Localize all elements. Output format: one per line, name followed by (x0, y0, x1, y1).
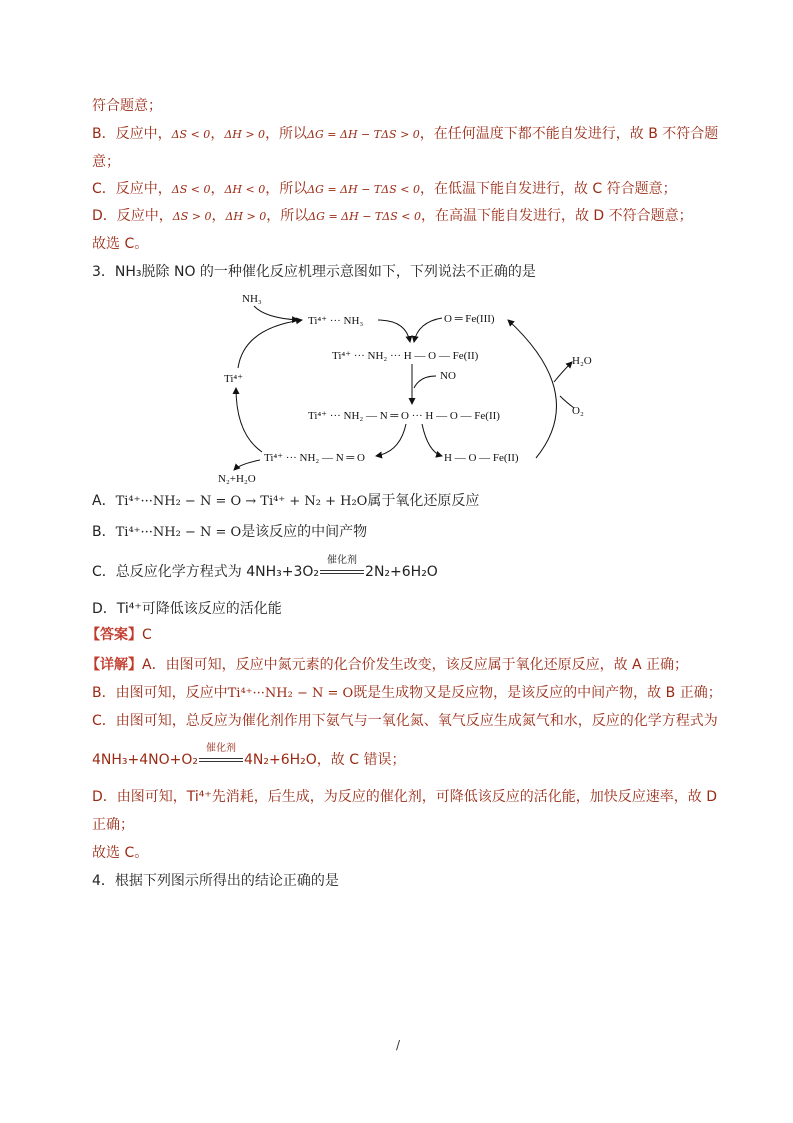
label-ti-nh2-n-o: Ti⁴⁺ ··· NH₂ — N ═ O (264, 452, 365, 464)
prev-b-post: ，在任何温度下都不能自发进行，故 B 不符合题 (419, 126, 719, 142)
label-h-o-fe2: H — O — Fe(II) (444, 452, 519, 464)
detail-c-left: 4NH₃+4NO+O₂ (92, 752, 199, 768)
answer-label: 【答案】 (86, 627, 142, 643)
arrow-nh3-in (254, 306, 298, 320)
prev-c-h: ΔH < 0 (224, 183, 266, 196)
detail-d-line: D．由图可知，Ti⁴⁺先消耗，后生成，为反应的催化剂，可降低该反应的活化能，加快反应速率，故 D (92, 789, 718, 805)
prev-d-post: ，在高温下能自发进行，故 D 不符合题意； (420, 208, 693, 224)
answer-value: C (142, 627, 152, 643)
label-ti-nh2-h-o-fe: Ti⁴⁺ ··· NH₂ ··· H — O — Fe(II) (332, 350, 479, 362)
prev-tail: 符合题意； (92, 98, 162, 114)
prev-d-s: ΔS > 0 (172, 210, 212, 223)
detail-a-line (86, 655, 688, 675)
q3-c-label: C．总反应化学方程式为 (92, 564, 247, 580)
prev-c-sep1: ， (210, 181, 225, 197)
q3-option-c (92, 555, 438, 582)
arrow-to-ti (236, 388, 262, 452)
prev-option-d (92, 206, 693, 227)
label-nh3: NH₃ (242, 293, 262, 305)
label-o2: O₂ (572, 405, 584, 417)
label-o-fe3: O ═ Fe(III) (444, 313, 495, 325)
detail-c-line: C．由图可知，总反应为催化剂作用下氨气与一氧化氮、氧气反应生成氮气和水，反应的化学方程式为 (92, 713, 718, 729)
q4-stem: 4．根据下列图示所得出的结论正确的是 (92, 873, 339, 889)
arrow-right-cycle (508, 320, 556, 458)
q3-b-label: B． (92, 524, 116, 540)
catalyst-sign (319, 555, 365, 582)
prev-c-s: ΔS < 0 (171, 183, 211, 196)
q3-option-b (92, 522, 367, 543)
label-h2o: H₂O (572, 355, 592, 367)
detail-catalyst-label: 催化剂 (206, 743, 237, 754)
page-number: / (396, 1038, 401, 1052)
label-no: NO (440, 370, 456, 382)
arrow-n2-out (234, 460, 260, 470)
prev-b-pre: B．反应中， (92, 126, 172, 142)
prev-option-b (92, 124, 718, 145)
detail-d-cont: 正确； (92, 817, 134, 833)
arrow-o2-in (560, 396, 574, 408)
arrow-h2o-out (554, 362, 572, 382)
detail-label: 【详解】 (86, 657, 142, 673)
prev-b-g: ΔG = ΔH − TΔS > 0 (307, 128, 420, 141)
detail-b-pre: B．由图可知，反应中 (92, 685, 228, 701)
q3-choose: 故选 C。 (92, 845, 149, 861)
prev-b-h: ΔH > 0 (224, 128, 266, 141)
q3-d-text: Ti⁴⁺可降低该反应的活化能 (116, 601, 282, 617)
prev-option-b-cont: 意； (92, 154, 120, 170)
prev-b-sep2: ，所以 (265, 126, 308, 142)
prev-b-sep1: ， (210, 126, 225, 142)
arrow-no-in (414, 376, 436, 388)
detail-b-eq: Ti⁴⁺···NH₂ − N = O (227, 686, 354, 701)
prev-c-sep2: ，所以 (265, 181, 308, 197)
detail-a: A．由图可知，反应中氮元素的化合价发生改变，该反应属于氧化还原反应，故 A 正确； (142, 657, 689, 673)
q3-option-d (92, 599, 282, 619)
prev-d-g: ΔG = ΔH − TΔS < 0 (308, 210, 421, 223)
arrow-top-merge (378, 320, 410, 342)
q3-d-label: D． (92, 601, 117, 617)
prev-c-post: ，在低温下能自发进行，故 C 符合题意； (419, 181, 677, 197)
detail-c-right: 4N₂+6H₂O，故 C 错误； (244, 752, 406, 768)
label-ti-nh3: Ti⁴⁺ ··· NH₃ (308, 315, 364, 327)
detail-b-line (92, 683, 722, 704)
detail-b-post: 既是生成物又是反应物，是该反应的中间产物，故 B 正确； (353, 685, 722, 701)
q3-option-a (92, 491, 479, 512)
reaction-mechanism-diagram (210, 284, 610, 488)
prev-d-sep1: ， (211, 208, 226, 224)
prev-option-c (92, 179, 677, 200)
detail-catalyst-sign (198, 743, 244, 770)
prev-d-pre: D．反应中， (92, 208, 173, 224)
prev-c-g: ΔG = ΔH − TΔS < 0 (307, 183, 420, 196)
label-n2-h2o: N₂+H₂O (218, 473, 256, 485)
prev-b-s: ΔS < 0 (171, 128, 211, 141)
q3-b-text: 是该反应的中间产物 (241, 524, 368, 540)
q3-a-label: A． (92, 493, 116, 509)
q3-c-left: 4NH₃+3O₂ (246, 564, 320, 580)
q3-stem: 3．NH₃脱除 NO 的一种催化反应机理示意图如下，下列说法不正确的是 (92, 264, 536, 280)
label-ti-nh2-n-o-h-o-fe: Ti⁴⁺ ··· NH₂ — N ═ O ··· H — O — Fe(II) (308, 410, 500, 422)
q3-b-eq: Ti⁴⁺···NH₂ − N = O (115, 525, 242, 540)
q3-a-eq: Ti⁴⁺···NH₂ − N = O → Ti⁴⁺ + N₂ + H₂O (115, 494, 368, 509)
label-ti: Ti⁴⁺ (224, 373, 244, 385)
arrow-ofe3-merge (414, 318, 442, 342)
arrow-split-right (422, 424, 442, 456)
answer-line (86, 625, 152, 645)
prev-c-pre: C．反应中， (92, 181, 172, 197)
detail-c-equation (92, 743, 406, 770)
prev-choose: 故选 C。 (92, 236, 149, 252)
catalyst-label: 催化剂 (327, 555, 358, 566)
q3-c-right: 2N₂+6H₂O (365, 564, 438, 580)
prev-d-h: ΔH > 0 (225, 210, 267, 223)
prev-d-sep2: ，所以 (266, 208, 309, 224)
q3-a-text: 属于氧化还原反应 (367, 493, 480, 509)
arrow-split-left (376, 424, 406, 456)
arrow-ti-to-tinh3 (238, 320, 302, 368)
